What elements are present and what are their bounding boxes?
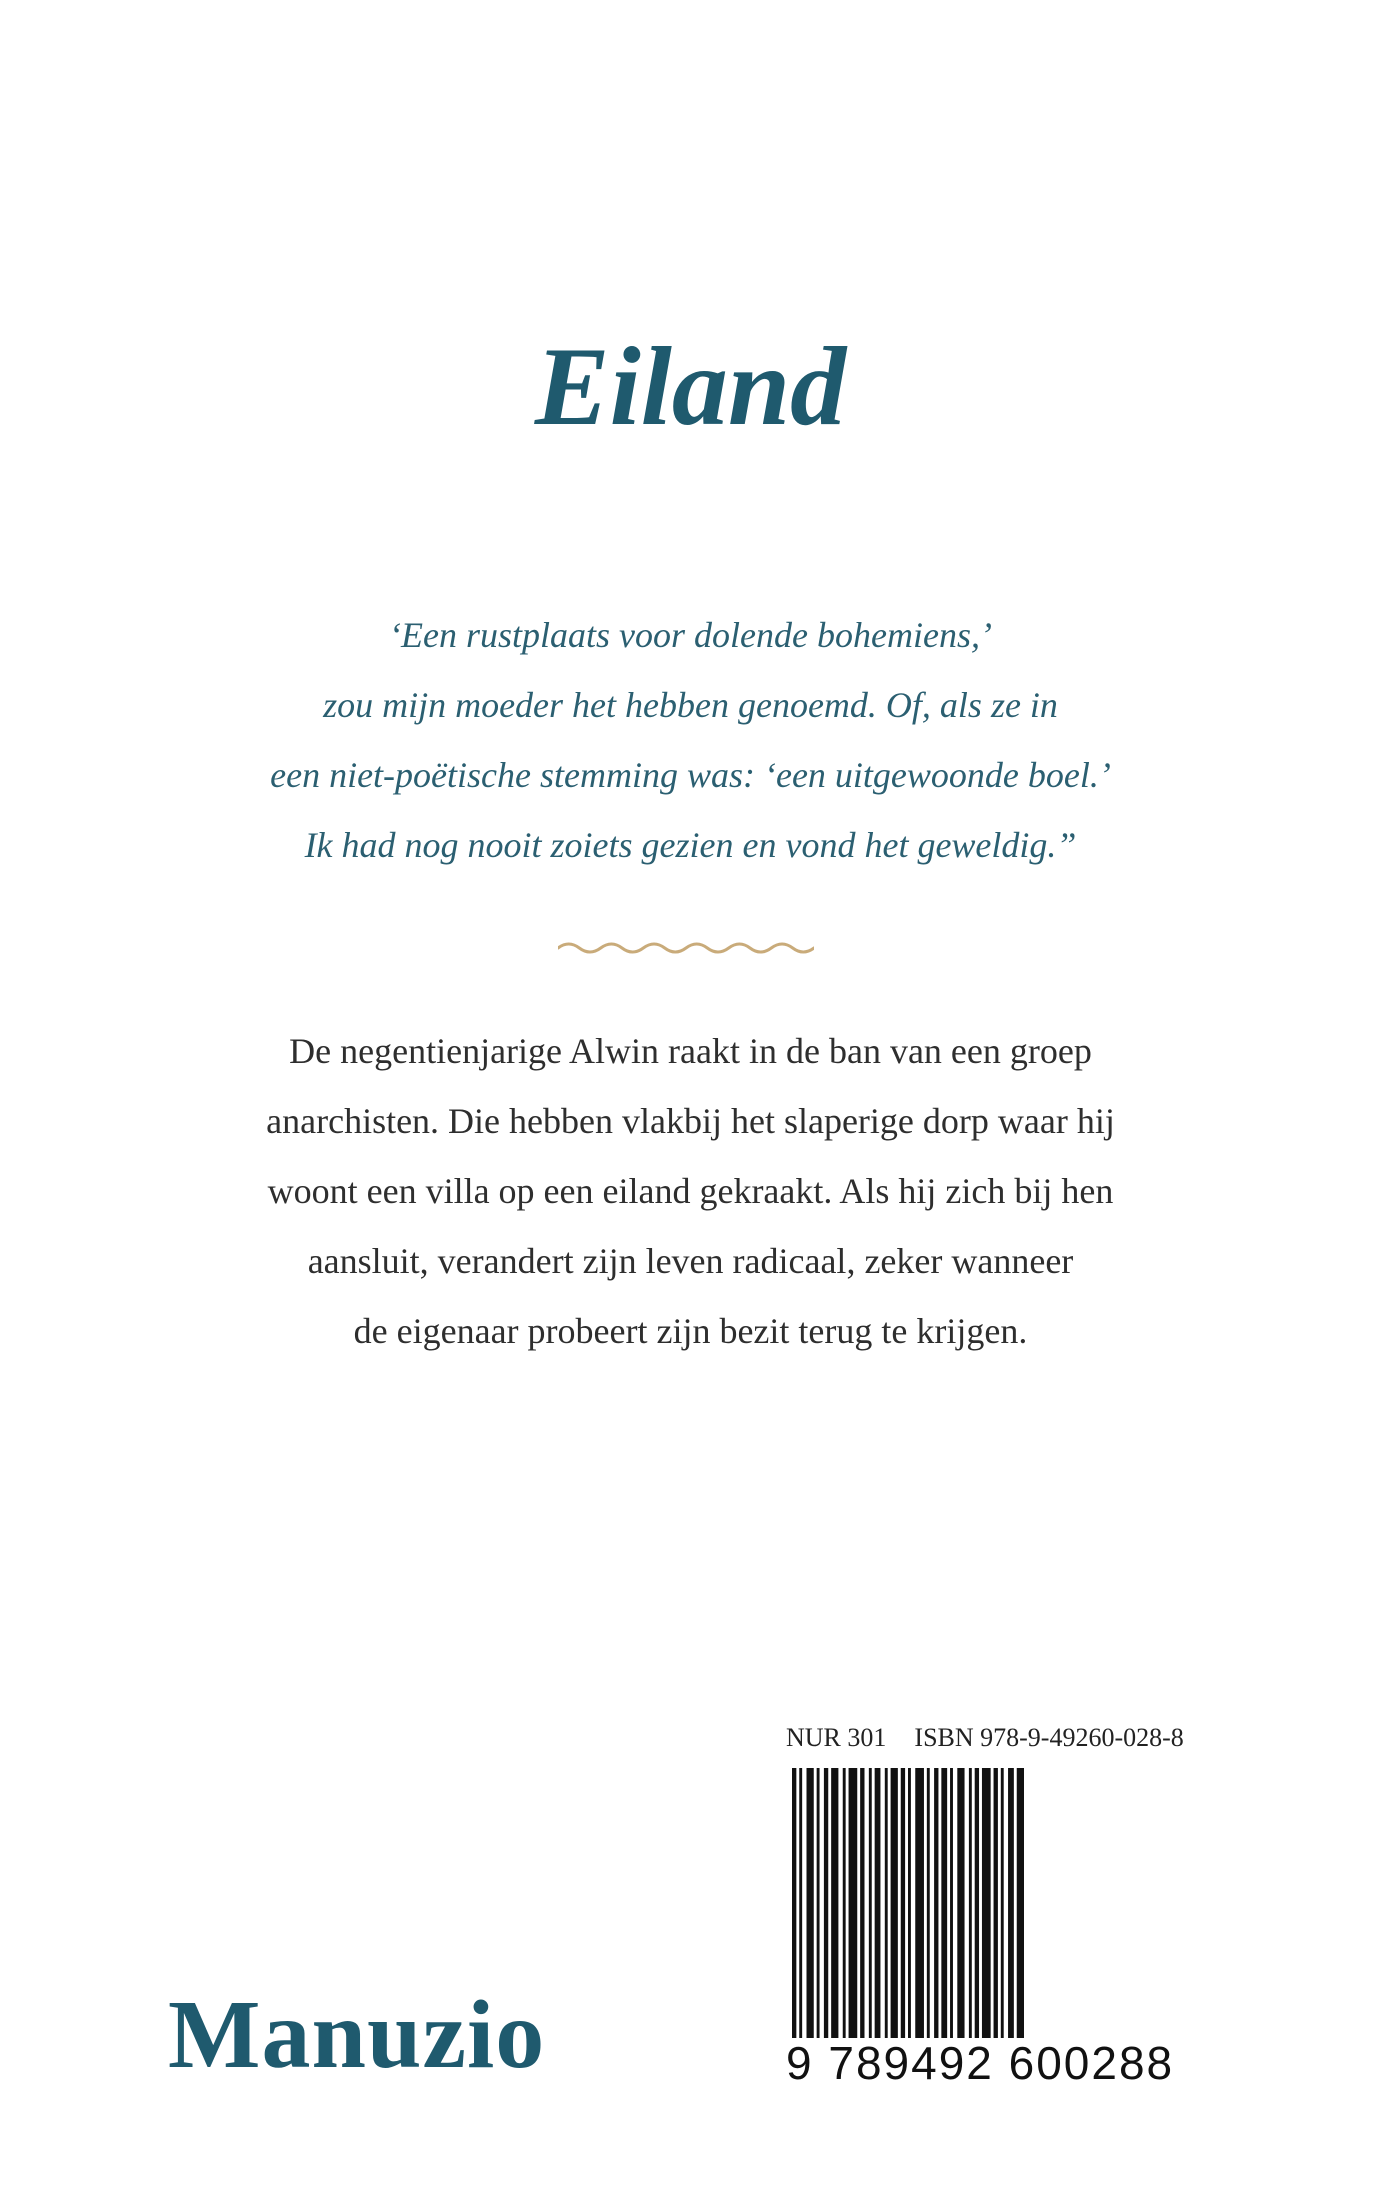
isbn-code: ISBN 978-9-49260-028-8 [914, 1723, 1184, 1752]
catalog-codes [786, 1723, 1216, 1753]
barcode-bar [891, 1768, 898, 2038]
blurb-line: aansluit, verandert zijn leven radicaal, zeker wanneer [307, 1241, 1074, 1281]
barcode-bar [969, 1768, 972, 2038]
barcode-bar [869, 1768, 872, 2038]
barcode-bar [1017, 1768, 1024, 2038]
pull-quote [0, 600, 1381, 880]
barcode-bar [915, 1768, 924, 2038]
barcode-bar [941, 1768, 947, 2038]
barcode-bar [1001, 1768, 1004, 2038]
barcode-bar [807, 1768, 814, 2038]
book-title: Eiland [534, 325, 847, 449]
book-blurb [0, 1016, 1381, 1366]
barcode-bar [843, 1768, 846, 2038]
barcode-digits: 9 789492 600288 [786, 2037, 1175, 2089]
blurb-line: de eigenaar probeert zijn bezit terug te krijgen. [353, 1311, 1028, 1351]
quote-line: Ik had nog nooit zoiets gezien en vond het geweldig.” [304, 825, 1077, 865]
barcode-bar [957, 1768, 964, 2038]
barcode-bar [1008, 1768, 1014, 2038]
quote-line: een niet-poëtische stemming was: ‘een uitgewoonde boel.’ [270, 755, 1111, 795]
barcode-bar [792, 1768, 796, 2038]
barcode-bar [849, 1768, 858, 2038]
publisher-logo: Manuzio [168, 1981, 546, 2089]
barcode [788, 1768, 1208, 2038]
blurb-line: De negentienjarige Alwin raakt in de ban van een groep [289, 1031, 1092, 1071]
quote-line: zou mijn moeder het hebben genoemd. Of, als ze in [323, 685, 1058, 725]
barcode-bar [950, 1768, 953, 2038]
wave-divider-icon [558, 938, 814, 958]
barcode-bar [831, 1768, 838, 2038]
barcode-bar [934, 1768, 938, 2038]
quote-line: ‘Een rustplaats voor dolende bohemiens,’ [389, 615, 992, 655]
blurb-line: woont een villa op een eiland gekraakt. Als hij zich bij hen [267, 1171, 1114, 1211]
nur-code: NUR 301 [786, 1723, 887, 1752]
barcode-bar [799, 1768, 802, 2038]
barcode-bar [908, 1768, 911, 2038]
barcode-bar [817, 1768, 820, 2038]
barcode-bar [824, 1768, 828, 2038]
barcode-bar [994, 1768, 998, 2038]
barcode-bar [975, 1768, 979, 2038]
barcode-bar [875, 1768, 881, 2038]
barcode-bar [901, 1768, 905, 2038]
barcode-bar [927, 1768, 930, 2038]
barcode-bar [982, 1768, 991, 2038]
blurb-line: anarchisten. Die hebben vlakbij het slaperige dorp waar hij [266, 1101, 1115, 1141]
barcode-bar [860, 1768, 864, 2038]
barcode-bar [885, 1768, 888, 2038]
